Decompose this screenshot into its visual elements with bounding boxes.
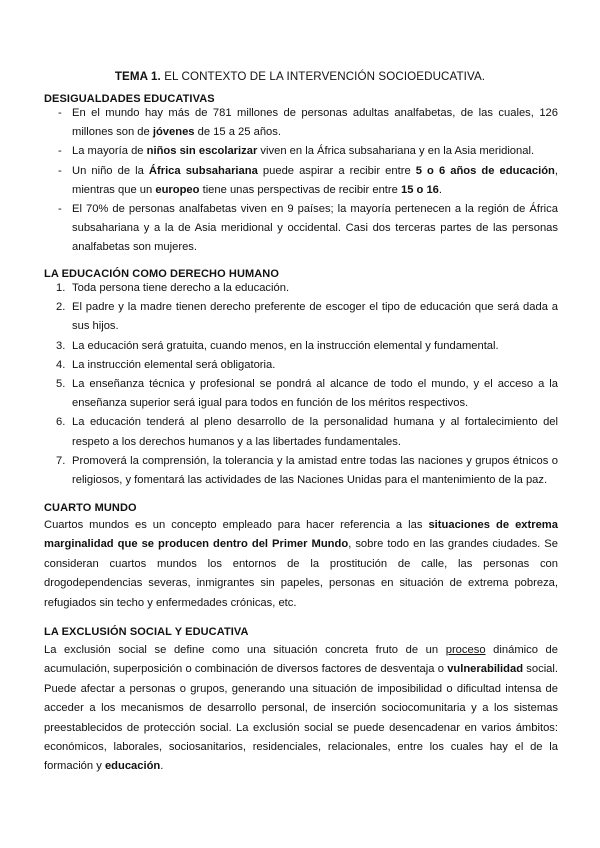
- list-item: 6. La educación tenderá al pleno desarrollo de la personalidad humana y al fortalecimiento del respeto a los derechos humanos y a las libertades fundamentales.: [56, 416, 558, 448]
- list-item: 1. Toda persona tiene derecho a la educación.: [56, 282, 290, 294]
- desigualdades-list: [44, 104, 558, 258]
- section-heading-exclusion: LA EXCLUSIÓN SOCIAL Y EDUCATIVA: [44, 626, 249, 638]
- exclusion-paragraph: La exclusión social se define como una situación concreta fruto de un proceso dinámico de acumulación, superposición o combinación de diversos factores de desventaja o vulnerabilidad social. Puede afectar a personas o grupos, generando una situación de imposibilidad o dificultad intensa de acceder a los mecanismos de desarrollo personal, de inserción sociocomunitaria y a los sistemas preestablecidos de protección social. La exclusión social se puede desencadenar en varios ámbitos: económicos, laborales, sociosanitarios, residenciales, relacionales, entre los cuales hay el de la formación y educación.: [44, 644, 558, 773]
- document-title: TEMA 1. EL CONTEXTO DE LA INTERVENCIÓN SOCIOEDUCATIVA.: [114, 70, 486, 83]
- list-item: 3. La educación será gratuita, cuando menos, en la instrucción elemental y fundamental.: [56, 339, 499, 352]
- list-item: 7. Promoverá la comprensión, la tolerancia y la amistad entre todas las naciones y grupos étnicos o religiosos, y fomentará las actividades de las Naciones Unidas para el mantenimiento de la paz.: [56, 454, 558, 487]
- list-item: - Un niño de la África subsahariana puede aspirar a recibir entre 5 o 6 años de educación, mientras que un europeo tiene unas perspectivas de recibir entre 15 o 16.: [44, 162, 558, 200]
- list-item: 2. El padre y la madre tienen derecho preferente de escoger el tipo de educación que será dada a sus hijos.: [56, 301, 558, 333]
- section-heading-cuarto-mundo: CUARTO MUNDO: [44, 502, 137, 514]
- cuarto-mundo-paragraph: Cuartos mundos es un concepto empleado para hacer referencia a las situaciones de extrema marginalidad que se producen dentro del Primer Mundo, sobre todo en las grandes ciudades. Se consideran cuartos mundos los entornos de la prostitución de calle, las personas con drogodependencias severas, inmigrantes sin papeles, personas en situación de extrema pobreza, refugiados sin techo y enfermedades crónicas, etc.: [44, 519, 558, 609]
- section-heading-derecho-humano: LA EDUCACIÓN COMO DERECHO HUMANO: [44, 268, 280, 280]
- section-heading-desigualdades: DESIGUALDADES EDUCATIVAS: [44, 93, 215, 105]
- list-item: 4. La instrucción elemental será obligatoria.: [56, 358, 276, 371]
- derecho-humano-list: [44, 279, 558, 490]
- list-item: - El 70% de personas analfabetas viven en 9 países; la mayoría pertenecen a la región de África subsahariana y a la de Asia meridional y occidental. Casi dos terceras partes de las personas analfabetas son mujeres.: [44, 200, 558, 258]
- list-item: - La mayoría de niños sin escolarizar viven en la África subsahariana y en la Asia meridional.: [44, 142, 558, 161]
- list-item: - En el mundo hay más de 781 millones de personas adultas analfabetas, de las cuales, 126 millones son de jóvenes de 15 a 25 años.: [44, 104, 558, 142]
- list-item: 5. La enseñanza técnica y profesional se pondrá al alcance de todo el mundo, y el acceso a la enseñanza superior será igual para todos en función de los méritos respectivos.: [56, 378, 558, 410]
